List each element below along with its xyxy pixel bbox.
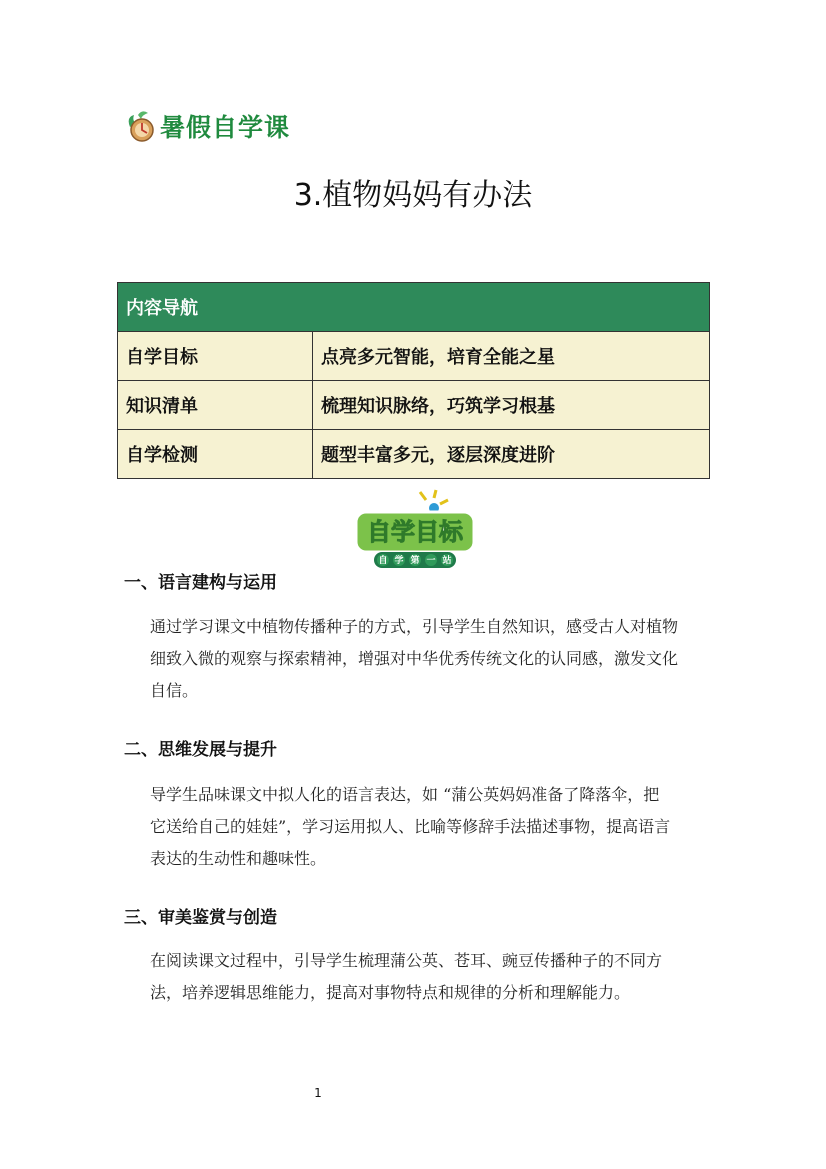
section-title: 二、思维发展与提升 (124, 740, 277, 760)
section-paragraph (150, 945, 710, 1009)
section-paragraph (150, 779, 710, 875)
paragraph-line: 导学生品味课文中拟人化的语言表达，如 “蒲公英妈妈准备了降落伞，把 (150, 785, 660, 804)
seed-logo-icon (124, 109, 158, 143)
section-paragraph (150, 611, 710, 707)
nav-row-desc: 题型丰富多元，逐层深度进阶 (313, 430, 710, 479)
paragraph-line: 细致入微的观察与探索精神，增强对中华优秀传统文化的认同感，激发文化 (150, 649, 679, 668)
paragraph-line: 表达的生动性和趣味性。 (150, 849, 327, 868)
badge-sub-char: 站 (442, 556, 452, 566)
table-row (118, 332, 710, 381)
badge-sub-char: 一 (426, 556, 436, 566)
nav-heading: 内容导航 (118, 283, 710, 332)
paragraph-line: 它送给自己的娃娃”，学习运用拟人、比喻等修辞手法描述事物，提高语言 (150, 817, 671, 836)
badge-sub-char: 学 (394, 556, 404, 566)
paragraph-line: 自信。 (150, 681, 199, 700)
paragraph-line: 在阅读课文过程中，引导学生梳理蒲公英、苍耳、豌豆传播种子的不同方 (150, 951, 663, 970)
section-title: 一、语言建构与运用 (124, 573, 277, 593)
nav-row-label: 自学目标 (118, 332, 313, 381)
table-row (118, 430, 710, 479)
logo-text: 暑假自学课 (160, 113, 291, 142)
header-logo (124, 108, 290, 144)
badge-sub-char: 第 (410, 556, 420, 566)
paragraph-line: 法，培养逻辑思维能力，提高对事物特点和规律的分析和理解能力。 (150, 983, 631, 1002)
page-title: 3.植物妈妈有办法 (293, 178, 533, 213)
self-study-goal-badge (350, 488, 480, 572)
nav-row-desc: 梳理知识脉络，巧筑学习根基 (313, 381, 710, 430)
badge-main-text: 自学目标 (367, 518, 463, 546)
content-navigation-table (117, 282, 710, 479)
nav-row-desc: 点亮多元智能，培育全能之星 (313, 332, 710, 381)
nav-row-label: 自学检测 (118, 430, 313, 479)
badge-sub-char: 自 (378, 556, 388, 566)
page-number: 1 (314, 1086, 322, 1100)
section-title: 三、审美鉴赏与创造 (124, 908, 277, 928)
table-row (118, 381, 710, 430)
nav-table-header (118, 283, 710, 332)
paragraph-line: 通过学习课文中植物传播种子的方式，引导学生自然知识，感受古人对植物 (150, 617, 679, 636)
sparkle-icon (420, 490, 448, 513)
nav-row-label: 知识清单 (118, 381, 313, 430)
